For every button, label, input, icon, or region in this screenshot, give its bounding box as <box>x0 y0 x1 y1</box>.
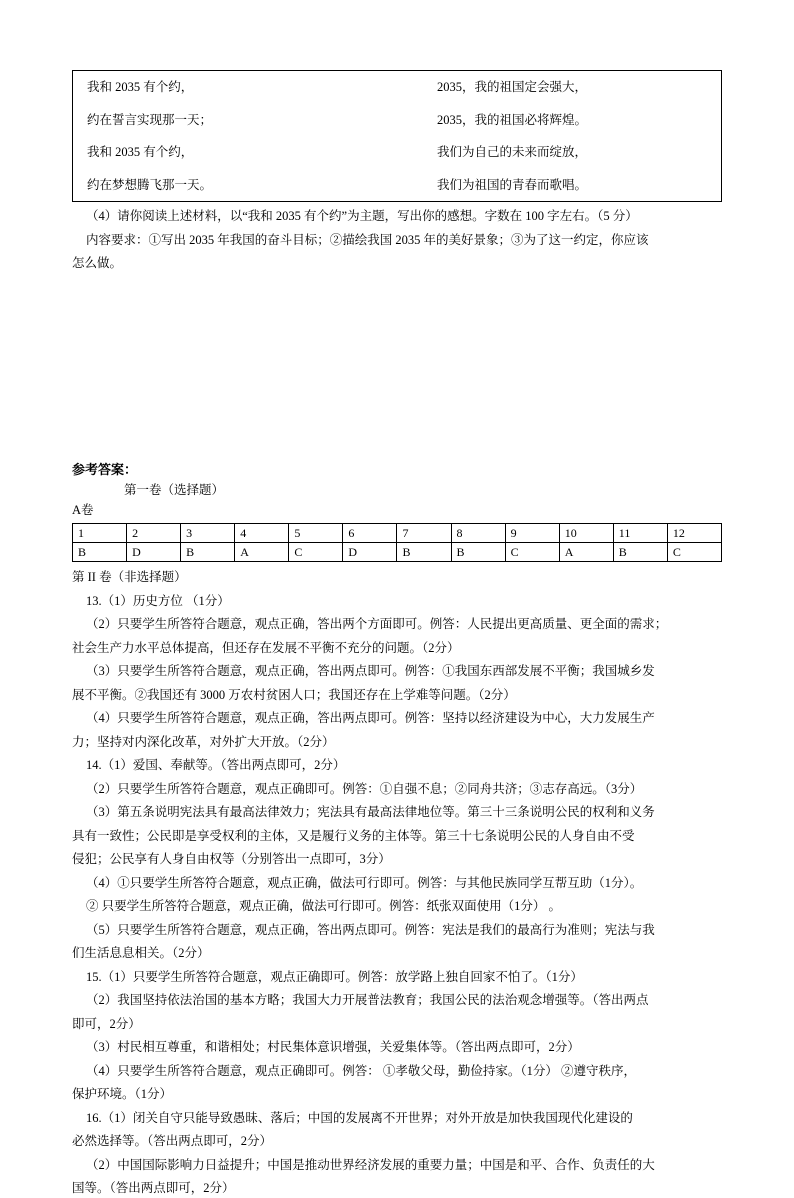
volume-label: A卷 <box>72 503 94 518</box>
answer-number: 12 <box>667 524 721 543</box>
table-row <box>73 71 722 104</box>
table-row <box>73 169 722 202</box>
answer-option: B <box>181 543 235 562</box>
answer-line: 社会生产力水平总体提高，但还存在发展不平衡不充分的问题。（2分） <box>72 640 460 655</box>
answer-line: 们生活息息相关。（2分） <box>72 946 210 961</box>
poem-cell-left: 约在梦想腾飞那一天。 <box>87 177 213 192</box>
answer-key-table <box>72 523 722 562</box>
poem-cell-right: 我们为祖国的青春而歌唱。 <box>437 177 588 192</box>
answer-line: （2）中国国际影响力日益提升；中国是推动世界经济发展的重要力量；中国是和平、合作、负责任的大 <box>86 1157 655 1172</box>
poem-cell-right: 2035，我的祖国定会强大， <box>437 80 588 94</box>
answer-option: A <box>559 543 613 562</box>
answer-line: 即可，2分） <box>72 1016 141 1031</box>
answer-line: 展不平衡。②我国还有 3000 万农村贫困人口；我国还存在上学难等问题。（2分） <box>72 687 516 702</box>
answer-line: ② 只要学生所答符合题意，观点正确，做法可行即可。例答：纸张双面使用（1分） 。 <box>86 899 562 914</box>
answer-line: 15.（1）只要学生所答符合题意，观点正确即可。例答：放学路上独自回家不怕了。（1分） <box>86 969 583 984</box>
answer-line: （4）只要学生所答符合题意，观点正确即可。例答： ①孝敬父母，勤俭持家。（1分） ②遵守秩序， <box>86 1063 637 1078</box>
answer-number: 6 <box>343 524 397 543</box>
question-4-line-1: （4）请你阅读上述材料，以“我和 2035 有个约”为主题，写出你的感想。字数在 100 字左右。（5 分） <box>86 209 638 223</box>
answer-line: 具有一致性；公民即是享受权利的主体，又是履行义务的主体等。第三十七条说明公民的人身自由不受 <box>72 828 635 843</box>
answer-option: D <box>127 543 181 562</box>
poem-cell-right: 我们为自己的未来而绽放， <box>437 145 588 159</box>
answer-option: B <box>73 543 127 562</box>
answer-line: 国等。（答出两点即可，2分） <box>72 1181 235 1196</box>
answer-line: 必然选择等。（答出两点即可，2分） <box>72 1134 273 1149</box>
answer-number: 1 <box>73 524 127 543</box>
table-row-numbers <box>73 524 722 543</box>
answer-line: 14.（1）爱国、奉献等。（答出两点即可，2分） <box>86 758 346 773</box>
answer-option: B <box>613 543 667 562</box>
poem-cell-right: 2035，我的祖国必将辉煌。 <box>437 112 588 127</box>
answer-number: 11 <box>613 524 667 543</box>
answer-option: C <box>667 543 721 562</box>
answer-line: （5）只要学生所答符合题意，观点正确，答出两点即可。例答：宪法是我们的最高行为准则；宪法与我 <box>86 922 655 937</box>
part-1-title: 第一卷（选择题） <box>124 482 225 497</box>
answer-option: C <box>505 543 559 562</box>
answer-line: 力；坚持对内深化改革，对外扩大开放。（2分） <box>72 734 335 749</box>
answer-number: 7 <box>397 524 451 543</box>
poem-table <box>72 70 722 202</box>
table-row-options <box>73 543 722 562</box>
answer-key-body <box>73 524 722 562</box>
answer-line: （3）村民相互尊重，和谐相处；村民集体意识增强，关爱集体等。（答出两点即可，2分） <box>86 1040 580 1055</box>
answer-line: 侵犯；公民享有人身自由权等（分别答出一点即可，3分） <box>72 852 391 867</box>
answer-number: 4 <box>235 524 289 543</box>
answer-number: 10 <box>559 524 613 543</box>
answer-option: C <box>289 543 343 562</box>
answer-line: （2）只要学生所答符合题意，观点正确即可。例答：①自强不息；②同舟共济；③志存高远。（3分） <box>86 781 643 796</box>
poem-cell-left: 约在誓言实现那一天； <box>87 112 213 127</box>
table-row <box>73 104 722 137</box>
table-row <box>73 136 722 169</box>
answer-line: （4）只要学生所答符合题意，观点正确，答出两点即可。例答：坚持以经济建设为中心，大力发展生产 <box>86 711 655 726</box>
answer-line: （2）只要学生所答符合题意，观点正确，答出两个方面即可。例答：人民提出更高质量、更全面的需求； <box>86 617 668 632</box>
answer-option: B <box>397 543 451 562</box>
answer-option: D <box>343 543 397 562</box>
poem-cell-left: 我和 2035 有个约， <box>87 145 194 159</box>
answer-number: 9 <box>505 524 559 543</box>
answer-number: 8 <box>451 524 505 543</box>
answer-line: 16.（1）闭关自守只能导致愚昧、落后；中国的发展离不开世界；对外开放是加快我国现代化建设的 <box>86 1110 633 1125</box>
poem-table-body <box>73 71 722 202</box>
answer-option: B <box>451 543 505 562</box>
answer-option: A <box>235 543 289 562</box>
answer-number: 3 <box>181 524 235 543</box>
answer-line: （4）①只要学生所答符合题意，观点正确，做法可行即可。例答：与其他民族同学互帮互助（1分）。 <box>86 875 643 890</box>
answer-number: 2 <box>127 524 181 543</box>
answer-line: （2）我国坚持依法治国的基本方略；我国大力开展普法教育；我国公民的法治观念增强等。（答出两点 <box>86 993 649 1008</box>
poem-cell-left: 我和 2035 有个约， <box>87 80 194 94</box>
blank-answer-space <box>72 273 722 461</box>
answers-title: 参考答案： <box>72 461 138 477</box>
answer-number: 5 <box>289 524 343 543</box>
part-2-title: 第 II 卷（非选择题） <box>72 570 187 585</box>
answer-line: （3）只要学生所答符合题意，观点正确，答出两点即可。例答：①我国东西部发展不平衡；我国城乡发 <box>86 664 655 679</box>
question-4-line-3: 怎么做。 <box>72 256 123 270</box>
answer-line: 保护环境。（1分） <box>72 1087 173 1102</box>
answer-explanations <box>72 592 722 1198</box>
answer-line: （3）第五条说明宪法具有最高法律效力；宪法具有最高法律地位等。第三十三条说明公民的权利和义务 <box>86 805 655 820</box>
question-4-line-2: 内容要求：①写出 2035 年我国的奋斗目标；②描绘我国 2035 年的美好景象；③为了这一约定，你应该 <box>86 232 649 247</box>
answer-line: 13.（1）历史方位 （1分） <box>86 593 230 608</box>
